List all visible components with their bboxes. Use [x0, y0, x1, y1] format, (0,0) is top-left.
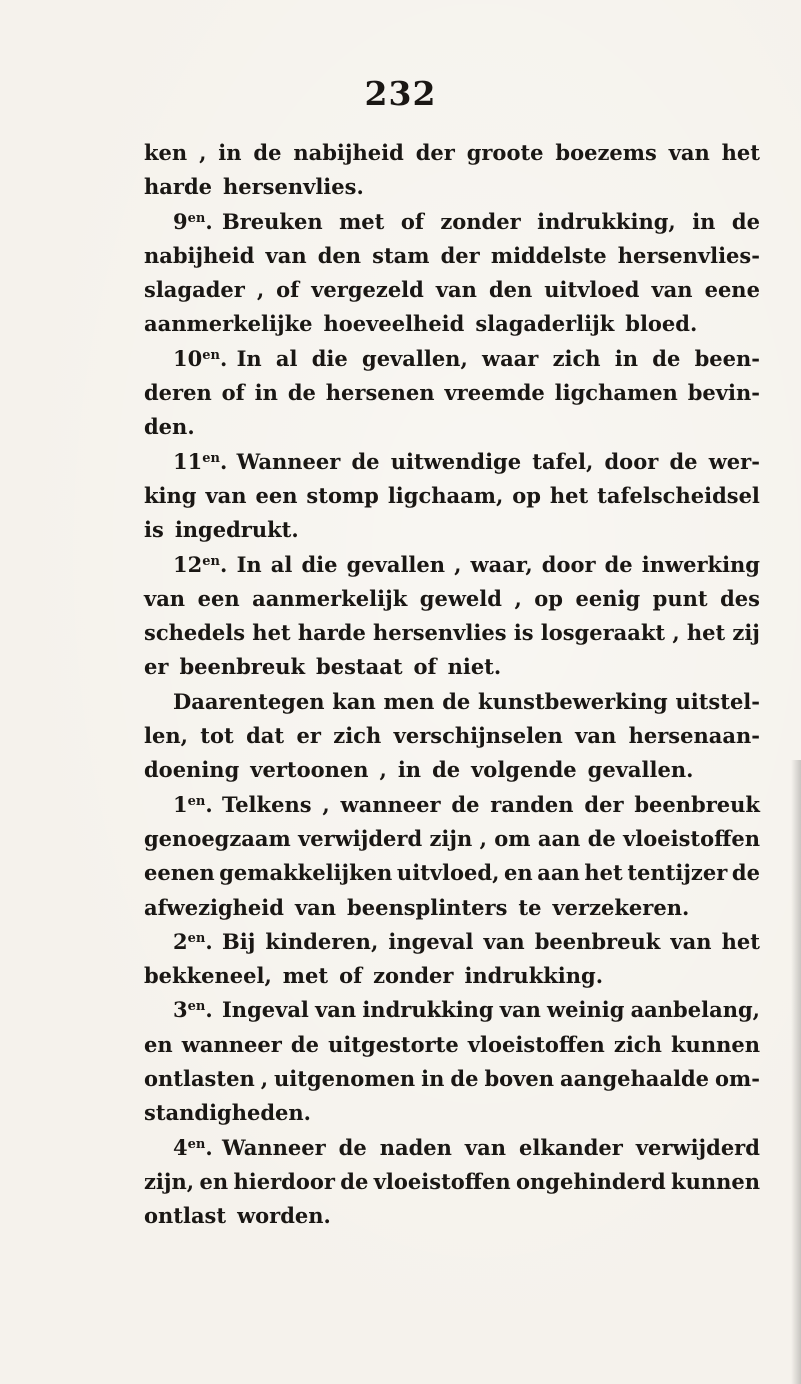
word: kunnen [671, 1031, 760, 1057]
word: of [276, 277, 300, 303]
word: de [669, 448, 698, 474]
word: aanbelang, [630, 997, 760, 1023]
word: de [587, 825, 616, 851]
text-line [144, 891, 760, 925]
word: uitvloed, [396, 860, 500, 886]
text-line [144, 650, 760, 684]
word: kinderen, [265, 928, 379, 954]
word: gevallen, [362, 345, 468, 371]
word: uitgenomen [274, 1066, 416, 1092]
word: van [435, 277, 477, 303]
text-line [144, 582, 760, 616]
word: elkander [518, 1134, 623, 1160]
word: king [144, 482, 197, 508]
word: wer- [708, 448, 760, 474]
text-line [144, 548, 760, 582]
word: het [721, 140, 760, 165]
text-line [144, 342, 760, 376]
word: kunnen [671, 1168, 760, 1194]
word: aan [537, 825, 581, 851]
word: indrukking, [537, 208, 676, 234]
word: van [651, 277, 693, 303]
word: al [275, 345, 298, 371]
word: en [504, 860, 533, 886]
page-number: 232 [364, 74, 437, 113]
word: beenbreuk [534, 928, 661, 954]
word: afwezigheid [144, 894, 284, 920]
word: uitgestorte [328, 1031, 459, 1057]
word: hierdoor [233, 1168, 335, 1194]
word: naden [379, 1134, 452, 1160]
word: , [199, 140, 207, 165]
text-line [144, 239, 760, 273]
word: zich [552, 345, 601, 371]
text-line [144, 1199, 760, 1233]
word: de [604, 551, 633, 577]
word: deren [144, 380, 212, 406]
word: van [464, 1134, 506, 1160]
word: al [270, 551, 293, 577]
word: bestaat [316, 654, 403, 680]
word: vertoonen [250, 757, 369, 783]
word: aanmerkelijke [144, 311, 313, 337]
text-line [144, 616, 760, 650]
word: aangehaalde [559, 1066, 710, 1092]
word: zonder [440, 208, 521, 234]
word: , [672, 620, 680, 646]
word: been- [694, 345, 760, 371]
text-line [144, 205, 760, 239]
word: van [670, 928, 712, 954]
text-line [144, 719, 760, 753]
word: het [549, 482, 589, 508]
word: uitstel- [675, 688, 760, 714]
word: tafelscheidsel [597, 482, 760, 508]
word: door [541, 551, 596, 577]
text-line [144, 788, 760, 822]
word: , [322, 791, 330, 817]
word: bloed. [625, 311, 698, 337]
word: het [584, 860, 623, 886]
text-line [144, 822, 760, 856]
word: vloeistoffen [623, 825, 760, 851]
word: len, [144, 723, 188, 749]
word: de [731, 860, 760, 886]
word: slagader [144, 277, 245, 303]
word: gemakkelijken [219, 860, 393, 886]
word: van [265, 242, 307, 268]
word: met [339, 208, 385, 234]
word: de [340, 1168, 369, 1194]
word: zich [613, 1031, 662, 1057]
word: in [218, 140, 242, 165]
word: beenbreuk [634, 791, 760, 817]
word: op [534, 585, 563, 611]
word: eenen [144, 860, 215, 886]
word: zij [732, 620, 760, 646]
word: dat [246, 723, 285, 749]
word: die [311, 345, 348, 371]
text-line [144, 856, 760, 890]
word: of [400, 208, 424, 234]
word: men [383, 688, 435, 714]
word: uitwendige [390, 448, 522, 474]
word: van [294, 894, 337, 920]
word: ken [144, 140, 188, 165]
word: standigheden. [144, 1100, 311, 1126]
text-line [144, 753, 760, 787]
word: ingeval [388, 928, 474, 954]
word: van [144, 585, 186, 611]
word: zijn, [144, 1168, 195, 1194]
page-edge-shadow [791, 760, 801, 1384]
word: de [731, 208, 760, 234]
word: de [287, 380, 316, 406]
word: verschijnselen [393, 723, 563, 749]
word: hersenvlies [373, 620, 507, 646]
paragraph-number: $2^{en}$. Bij [173, 928, 256, 954]
word: de [338, 1134, 367, 1160]
word: geweld [419, 585, 502, 611]
word: , [514, 585, 522, 611]
text-line [144, 376, 760, 410]
word: beensplinters [347, 894, 508, 920]
word: de [253, 140, 282, 165]
word: stam [372, 242, 430, 268]
word: de [290, 1031, 319, 1057]
text-line [144, 170, 760, 204]
word: op [512, 482, 541, 508]
word: den [317, 242, 362, 268]
word: harde [144, 174, 212, 200]
word: tafel, [532, 448, 594, 474]
word: bevin- [687, 380, 760, 406]
word: zijn [429, 825, 473, 851]
paragraph-number: $9^{en}$. Breuken [173, 208, 323, 234]
word: des [720, 585, 760, 611]
word: van [499, 997, 541, 1023]
word: ontlasten [144, 1066, 255, 1092]
word: hersenvlies- [617, 242, 760, 268]
paragraph-number: $1^{en}$. Telkens [173, 791, 312, 817]
word: aan [537, 860, 580, 886]
word: uitvloed [544, 277, 640, 303]
word: slagaderlijk [475, 311, 615, 337]
word: verzekeren. [552, 894, 690, 920]
word: , [256, 277, 265, 303]
word: nabijheid [144, 242, 255, 268]
word: schedels [144, 620, 246, 646]
word: en [199, 1168, 229, 1194]
word: vergezeld [311, 277, 424, 303]
word: beenbreuk [179, 654, 306, 680]
word: , [260, 1066, 269, 1092]
text-line [144, 445, 760, 479]
word: in [421, 1066, 445, 1092]
word: van [575, 723, 617, 749]
word: tentijzer [627, 860, 728, 886]
word: vloeistoffen [373, 1168, 511, 1194]
word: ingedrukt. [174, 517, 299, 543]
word: ligchamen [554, 380, 678, 406]
word: tot [200, 723, 234, 749]
word: Daarentegen [173, 688, 325, 714]
word: randen [490, 791, 574, 817]
paragraph-number: $4^{en}$. Wanneer [173, 1134, 326, 1160]
word: hersenvlies. [222, 174, 364, 200]
word: weinig [547, 997, 625, 1023]
text-line [144, 1096, 760, 1130]
word: door [604, 448, 659, 474]
word: den. [144, 414, 195, 440]
text-line [144, 1062, 760, 1096]
word: de [450, 1066, 479, 1092]
word: de [432, 757, 461, 783]
text-line [144, 685, 760, 719]
word: van [668, 140, 710, 165]
word: de [652, 345, 681, 371]
text-line [144, 925, 760, 959]
word: of [339, 963, 363, 989]
text-line [144, 1131, 760, 1165]
text-line [144, 1028, 760, 1062]
word: om [494, 825, 531, 851]
word: wanneer [340, 791, 441, 817]
word: worden. [237, 1203, 331, 1229]
word: in [397, 757, 422, 783]
text-line [144, 993, 760, 1027]
word: indrukking. [464, 963, 604, 989]
text-line [144, 513, 760, 547]
text-line [144, 307, 760, 341]
word: van [483, 928, 525, 954]
word: het [721, 928, 760, 954]
body-text [144, 136, 760, 1234]
word: is [513, 620, 534, 646]
text-line [144, 1165, 760, 1199]
word: der [415, 140, 455, 165]
word: de [451, 791, 480, 817]
word: verwijderd [635, 1134, 760, 1160]
word: zich [333, 723, 382, 749]
word: om- [715, 1066, 760, 1092]
paragraph-number: $3^{en}$. Ingeval [173, 997, 309, 1023]
text-line [144, 136, 760, 170]
word: , [379, 757, 387, 783]
word: er [296, 723, 321, 749]
word: de [442, 688, 471, 714]
word: het [686, 620, 726, 646]
word: bekkeneel, [144, 963, 272, 989]
word: den [488, 277, 533, 303]
text-line [144, 410, 760, 444]
word: die [301, 551, 338, 577]
word: van [315, 997, 357, 1023]
paragraph-number: $10^{en}$. In [173, 345, 262, 371]
word: harde [297, 620, 366, 646]
word: in [614, 345, 639, 371]
word: ontlast [144, 1203, 227, 1229]
word: hersenaan- [628, 723, 760, 749]
word: ligchaam, [387, 482, 504, 508]
word: eene [704, 277, 760, 303]
word: der [440, 242, 480, 268]
word: zonder [373, 963, 454, 989]
word: of [221, 380, 245, 406]
word: en [144, 1031, 173, 1057]
word: in [692, 208, 716, 234]
word: waar, [470, 551, 533, 577]
word: punt [652, 585, 708, 611]
word: of [413, 654, 437, 680]
word: stomp [306, 482, 379, 508]
text-line [144, 959, 760, 993]
word: , [454, 551, 462, 577]
paragraph-number: $12^{en}$. In [173, 551, 262, 577]
word: gevallen [346, 551, 446, 577]
word: boven [484, 1066, 554, 1092]
word: is [144, 517, 164, 543]
word: wanneer [181, 1031, 282, 1057]
word: waar [482, 345, 539, 371]
word: volgende [471, 757, 577, 783]
word: met [282, 963, 329, 989]
word: genoegzaam [144, 825, 291, 851]
word: middelste [490, 242, 607, 268]
word: nabijheid [293, 140, 404, 165]
word: losgeraakt [540, 620, 666, 646]
word: boezems [555, 140, 657, 165]
text-line [144, 479, 760, 513]
word: , [479, 825, 487, 851]
word: verwijderd [298, 825, 423, 851]
word: hersenen [325, 380, 435, 406]
word: indrukking [362, 997, 494, 1023]
word: er [144, 654, 169, 680]
word: groote [466, 140, 544, 165]
word: gevallen. [587, 757, 694, 783]
paragraph-number: $11^{en}$. Wanneer [173, 448, 341, 474]
word: de [351, 448, 380, 474]
word: te [518, 894, 542, 920]
word: kunstbewerking [478, 688, 668, 714]
word: het [252, 620, 291, 646]
word: niet. [447, 654, 502, 680]
word: een [255, 482, 298, 508]
word: in [254, 380, 278, 406]
word: vreemde [444, 380, 545, 406]
word: doening [144, 757, 240, 783]
word: een [197, 585, 240, 611]
word: inwerking [641, 551, 760, 577]
word: eenig [575, 585, 641, 611]
word: van [205, 482, 247, 508]
word: kan [332, 688, 376, 714]
word: aanmerkelijk [252, 585, 408, 611]
word: hoeveelheid [323, 311, 465, 337]
word: vloeistoffen [467, 1031, 605, 1057]
word: der [584, 791, 624, 817]
word: ongehinderd [516, 1168, 666, 1194]
text-line [144, 273, 760, 307]
